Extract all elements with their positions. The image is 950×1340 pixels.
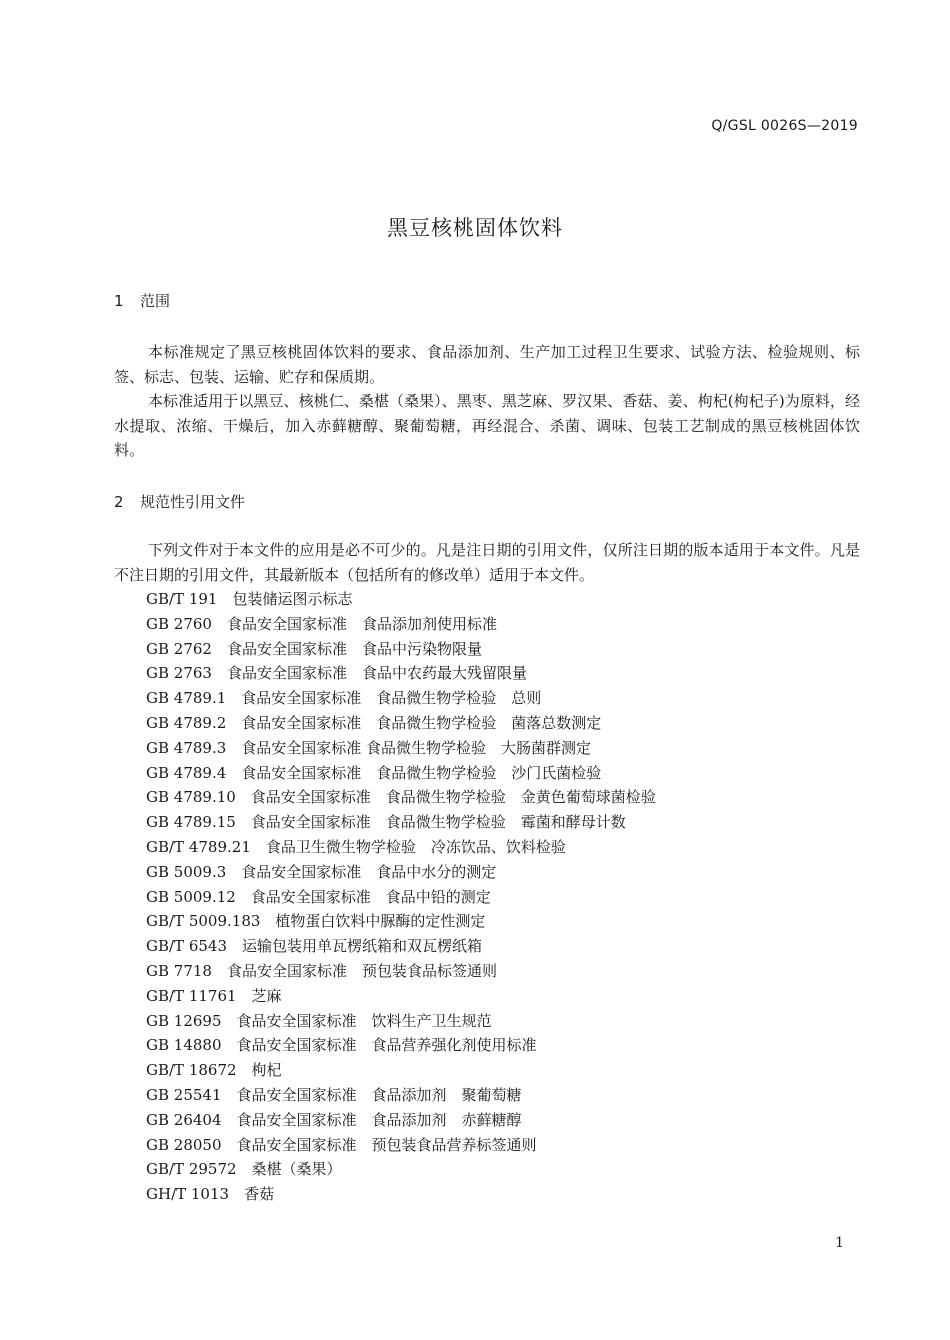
- page-number: 1: [835, 1235, 844, 1251]
- reference-item: GB/T 11761 芝麻: [146, 986, 282, 1005]
- reference-item: GB 5009.12 食品安全国家标准 食品中铅的测定: [146, 887, 491, 906]
- section-title: 范围: [140, 292, 171, 310]
- reference-item: GB 4789.3 食品安全国家标准 食品微生物学检验 大肠菌群测定: [146, 738, 592, 757]
- reference-item: GB 4789.10 食品安全国家标准 食品微生物学检验 金黄色葡萄球菌检验: [146, 788, 656, 807]
- reference-item: GB 25541 食品安全国家标准 食品添加剂 聚葡萄糖: [146, 1085, 522, 1104]
- references-intro-paragraph: 下列文件对于本文件的应用是必不可少的。凡是注日期的引用文件，仅所注日期的版本适用于本文件。凡是不注日期的引用文件，其最新版本（包括所有的修改单）适用于本文件。: [114, 541, 860, 584]
- reference-item: GB 12695 食品安全国家标准 饮料生产卫生规范: [146, 1011, 492, 1030]
- reference-item: GB 2763 食品安全国家标准 食品中农药最大残留限量: [146, 664, 527, 683]
- document-number: Q/GSL 0026S—2019: [711, 118, 858, 134]
- reference-item: GB 4789.2 食品安全国家标准 食品微生物学检验 菌落总数测定: [146, 713, 602, 732]
- reference-item: GB 28050 食品安全国家标准 预包装食品营养标签通则: [146, 1135, 537, 1154]
- section-number: 2: [114, 493, 124, 511]
- reference-item: GB 4789.4 食品安全国家标准 食品微生物学检验 沙门氏菌检验: [146, 763, 602, 782]
- reference-item: GH/T 1013 香菇: [146, 1185, 275, 1204]
- reference-list: [146, 587, 656, 1207]
- section-heading-scope: [114, 290, 170, 311]
- reference-item: GB 5009.3 食品安全国家标准 食品中水分的测定: [146, 862, 497, 881]
- reference-item: GB 26404 食品安全国家标准 食品添加剂 赤藓糖醇: [146, 1110, 522, 1129]
- scope-paragraph-1: 本标准规定了黑豆核桃固体饮料的要求、食品添加剂、生产加工过程卫生要求、试验方法、检验规则、标签、标志、包装、运输、贮存和保质期。: [114, 343, 860, 386]
- reference-item: GB 7718 食品安全国家标准 预包装食品标签通则: [146, 961, 497, 980]
- reference-item: GB/T 5009.183 植物蛋白饮料中脲酶的定性测定: [146, 912, 486, 931]
- section-heading-normative-references: [114, 491, 245, 512]
- reference-item: GB 4789.1 食品安全国家标准 食品微生物学检验 总则: [146, 689, 542, 708]
- reference-item: GB/T 191 包装储运图示标志: [146, 590, 353, 608]
- reference-item: GB/T 18672 枸杞: [146, 1061, 282, 1080]
- document-title: 黑豆核桃固体饮料: [387, 216, 563, 240]
- reference-item: GB 2762 食品安全国家标准 食品中污染物限量: [146, 639, 482, 658]
- reference-item: GB 2760 食品安全国家标准 食品添加剂使用标准: [146, 614, 497, 633]
- section-number: 1: [114, 292, 124, 310]
- reference-item: GB 14880 食品安全国家标准 食品营养强化剂使用标准: [146, 1036, 537, 1055]
- scope-paragraph-2: 本标准适用于以黑豆、核桃仁、桑椹（桑果）、黑枣、黑芝麻、罗汉果、香菇、姜、枸杞(枸杞子)为原料，经水提取、浓缩、干燥后，加入赤藓糖醇、聚葡萄糖，再经混合、杀菌、调味、包装工艺制成的黑豆核桃固体饮料。: [114, 392, 860, 459]
- reference-item: GB/T 6543 运输包装用单瓦楞纸箱和双瓦楞纸箱: [146, 937, 483, 956]
- section-title: 规范性引用文件: [140, 493, 246, 511]
- reference-item: GB 4789.15 食品安全国家标准 食品微生物学检验 霉菌和酵母计数: [146, 813, 626, 832]
- reference-item: GB/T 29572 桑椹（桑果）: [146, 1160, 342, 1179]
- reference-item: GB/T 4789.21 食品卫生微生物学检验 冷冻饮品、饮料检验: [146, 837, 566, 856]
